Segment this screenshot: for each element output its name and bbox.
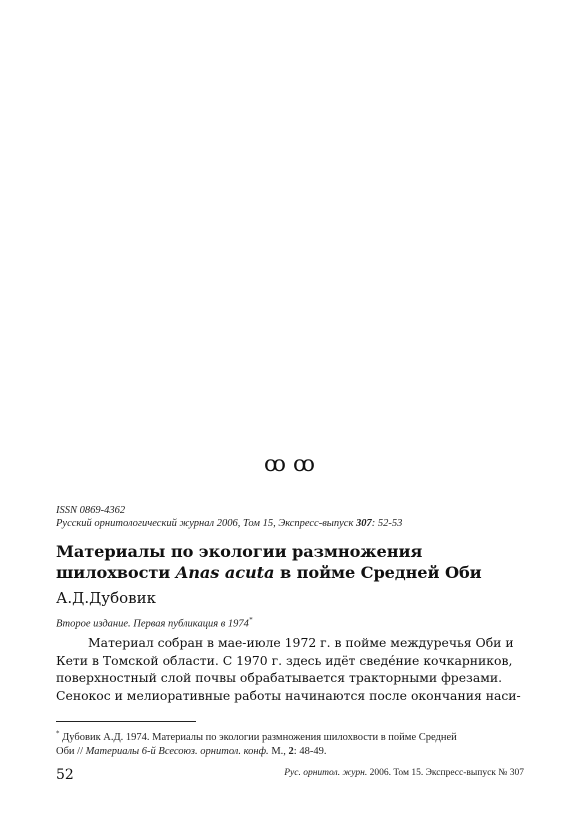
citation-issue: 307	[356, 518, 372, 529]
running-footer-journal: Рус. орнитол. журн.	[284, 768, 368, 778]
ornament-flourish: ꝏ ꝏ	[264, 452, 315, 477]
footnote-text: М.,	[268, 746, 289, 757]
title-line-1: Материалы по экологии размножения	[56, 542, 423, 561]
footnote-mark: *	[56, 729, 60, 738]
edition-footnote-mark: *	[248, 616, 253, 624]
footnote-text: : 48-49.	[293, 746, 327, 757]
running-footer	[284, 767, 524, 779]
running-footer-text: 2006. Том 15. Экспресс-выпуск № 307	[367, 768, 524, 778]
edition-note	[56, 614, 252, 631]
species-name: Anas acuta	[175, 563, 275, 582]
author-name: А.Д.Дубовик	[56, 589, 156, 607]
title-text-a: шилохвости	[56, 563, 176, 582]
article-body	[56, 634, 524, 704]
citation-line	[56, 517, 402, 530]
body-line: поверхностный слой почвы обрабатывается тракторными фрезами.	[56, 670, 503, 686]
citation-prefix: Русский орнитологический журнал 2006, Том 15, Экспресс-выпуск	[56, 518, 356, 529]
footnote	[56, 731, 524, 759]
issn-line: ISSN 0869-4362	[56, 505, 126, 516]
footnote-line-2	[56, 745, 524, 759]
footnote-line-1	[56, 731, 524, 745]
citation-pages: : 52-53	[371, 518, 403, 529]
body-line: Материал собран в мае-июле 1972 г. в пойме междуречья Оби и	[88, 635, 514, 650]
page-number: 52	[56, 767, 74, 783]
footnote-source: Материалы 6-й Всесоюз. орнитол. конф.	[85, 746, 269, 757]
footnote-divider	[56, 721, 196, 722]
footnote-text: Дубовик А.Д. 1974. Материалы по экологии размножения шилохвости в пойме Средней	[59, 732, 457, 743]
edition-text: Второе издание. Первая публикация в 1974	[56, 618, 249, 630]
title-line-2	[56, 562, 526, 583]
journal-header	[56, 504, 402, 530]
article-title	[56, 541, 526, 583]
body-line: Кети в Томской области. С 1970 г. здесь идёт сведéние кочкарников,	[56, 652, 513, 668]
footnote-text: Оби //	[56, 746, 86, 757]
body-line: Сенокос и мелиоративные работы начинаются после окончания наси-	[56, 687, 521, 703]
title-text-b: в пойме Средней Оби	[274, 563, 482, 582]
footnote-volume: 2	[288, 746, 294, 757]
